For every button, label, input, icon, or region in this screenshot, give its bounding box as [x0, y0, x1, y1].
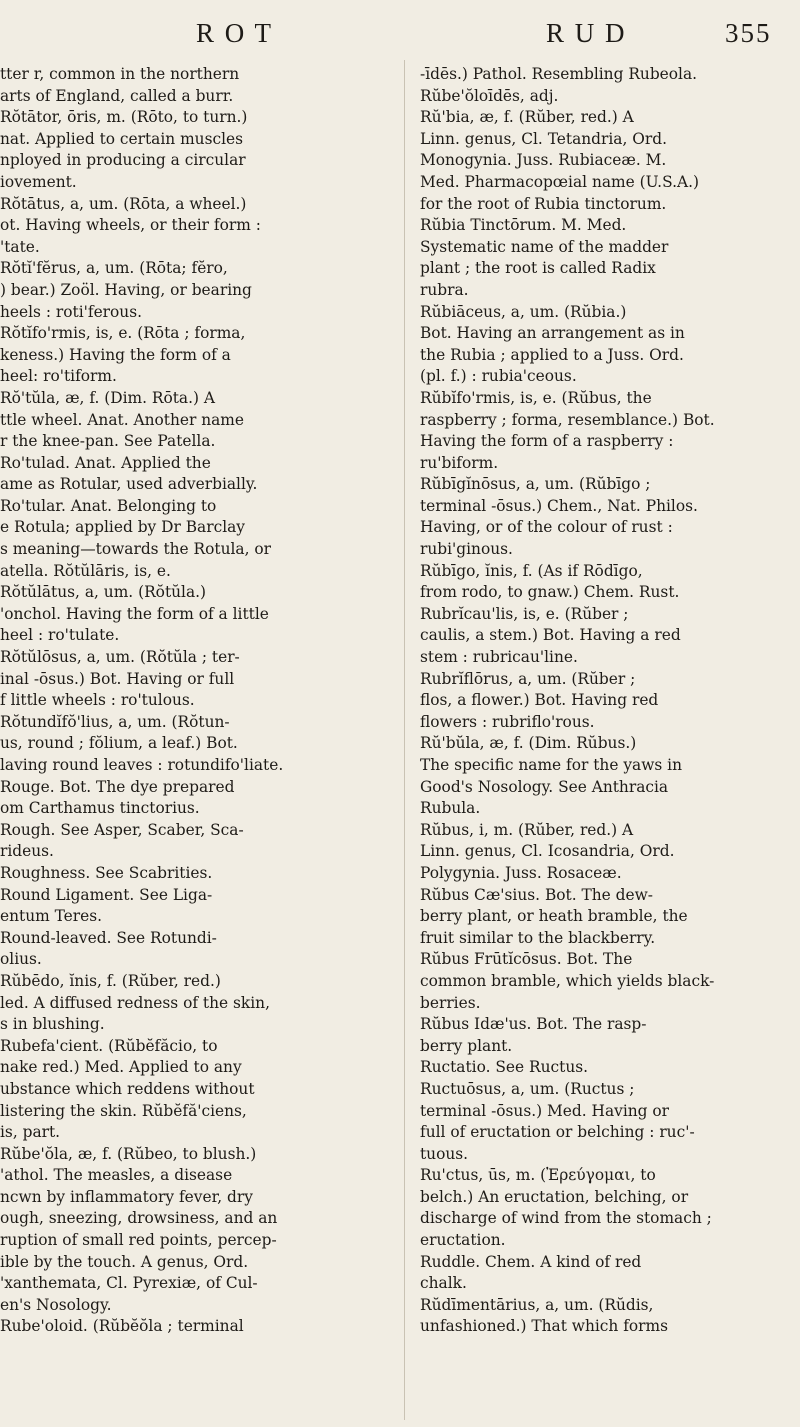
- text-line: ible by the touch. A genus, Ord.: [0, 1252, 249, 1271]
- text-line: berries.: [420, 993, 481, 1012]
- text-line: Rouge. Bot. The dye prepared: [0, 777, 235, 796]
- text-line: f little wheels : ro'tulous.: [0, 691, 195, 710]
- text-line: Rŏtātus, a, um. (Rōta, a wheel.): [0, 194, 247, 213]
- text-line: Rŭbĭfo'rmis, is, e. (Rŭbus, the: [420, 388, 652, 407]
- column-divider: [404, 60, 405, 1420]
- text-line: (pl. f.) : rubia'ceous.: [420, 367, 577, 386]
- text-line: The specific name for the yaws in: [420, 756, 683, 774]
- text-line: Rŭdīmentārius, a, um. (Rŭdis,: [420, 1295, 654, 1314]
- text-line: Systematic name of the madder: [420, 237, 669, 256]
- text-line: caulis, a stem.) Bot. Having a red: [420, 626, 681, 645]
- text-line: ot. Having wheels, or their form :: [0, 216, 261, 235]
- page-number: 355: [725, 18, 772, 48]
- text-line: laving round leaves : rotundifo'liate.: [0, 756, 284, 774]
- text-line: full of eructation or belching : ruc'-: [420, 1123, 695, 1142]
- text-line: Rubula.: [420, 799, 481, 818]
- text-line: Rŏtŭlōsus, a, um. (Rŏtŭla ; ter-: [0, 648, 240, 667]
- text-line: Rŭbe'ŏla, æ, f. (Rŭbeo, to blush.): [0, 1144, 257, 1163]
- text-line: olius.: [0, 950, 42, 969]
- text-line: Rŭbus Idæ'us. Bot. The rasp-: [420, 1015, 647, 1034]
- text-line: iovement.: [0, 172, 77, 191]
- text-line: ough, sneezing, drowsiness, and an: [0, 1209, 278, 1228]
- text-line: flos, a flower.) Bot. Having red: [420, 691, 659, 710]
- text-line: Rŭ'bŭla, æ, f. (Dim. Rŭbus.): [420, 734, 637, 753]
- text-line: Roughness. See Scabrities.: [0, 863, 213, 882]
- left-column: [0, 64, 390, 1419]
- text-line: Rŏ'tŭla, æ, f. (Dim. Rōta.) A: [0, 388, 216, 407]
- text-line: ubstance which reddens without: [0, 1079, 255, 1098]
- text-line: Round-leaved. See Rotundi-: [0, 928, 217, 947]
- text-line: rubra.: [420, 280, 469, 299]
- text-line: Bot. Having an arrangement as in: [420, 324, 685, 343]
- text-line: Rŏtĭ'fĕrus, a, um. (Rōta; fĕro,: [0, 259, 228, 278]
- text-line: heel: ro'tiform.: [0, 367, 117, 386]
- text-line: ame as Rotular, used adverbially.: [0, 475, 258, 494]
- text-line: tuous.: [420, 1144, 469, 1163]
- text-line: eructation.: [420, 1231, 506, 1250]
- running-header: [0, 18, 800, 48]
- text-line: Rube'oloid. (Rŭbĕŏla ; terminal: [0, 1317, 244, 1336]
- text-line: Ruddle. Chem. A kind of red: [420, 1252, 642, 1271]
- text-line: Having the form of a raspberry :: [420, 432, 674, 451]
- text-line: s in blushing.: [0, 1015, 105, 1034]
- text-line: us, round ; fŏlium, a leaf.) Bot.: [0, 734, 238, 753]
- text-line: Rŭbia Tinctōrum. M. Med.: [420, 216, 627, 235]
- text-line: the Rubia ; applied to a Juss. Ord.: [420, 345, 684, 364]
- text-line: plant ; the root is called Radix: [420, 259, 656, 278]
- text-line: -īdēs.) Pathol. Resembling Rubeola.: [420, 65, 698, 83]
- text-line: raspberry ; forma, resemblance.) Bot.: [420, 410, 715, 429]
- text-line: Rŭbiāceus, a, um. (Rŭbia.): [420, 302, 627, 321]
- text-line: Rŭbe'ŏloīdēs, adj.: [420, 86, 559, 105]
- text-line: Rŏtŭlātus, a, um. (Rŏtŭla.): [0, 583, 207, 602]
- text-line: Rŏtundĭfŏ'lius, a, um. (Rŏtun-: [0, 712, 230, 731]
- text-line: r the knee-pan. See Patella.: [0, 432, 216, 451]
- text-line: e Rotula; applied by Dr Barclay: [0, 518, 245, 537]
- text-line: Rubrĭflōrus, a, um. (Rŭber ;: [420, 669, 636, 688]
- text-line: Rubefa'cient. (Rŭbĕfăcio, to: [0, 1036, 218, 1055]
- text-line: Rŭbus, i, m. (Rŭber, red.) A: [420, 820, 634, 839]
- text-line: Linn. genus, Cl. Icosandria, Ord.: [420, 842, 675, 861]
- text-line: keness.) Having the form of a: [0, 345, 231, 364]
- text-line: stem : rubricau'line.: [420, 648, 578, 667]
- text-line: nat. Applied to certain muscles: [0, 129, 244, 148]
- text-line: om Carthamus tinctorius.: [0, 799, 200, 818]
- text-line: berry plant, or heath bramble, the: [420, 907, 688, 926]
- text-line: berry plant.: [420, 1036, 513, 1055]
- text-line: ncwn by inflammatory fever, dry: [0, 1187, 253, 1206]
- text-line: rideus.: [0, 842, 54, 861]
- text-line: is, part.: [0, 1123, 61, 1142]
- text-line: nake red.) Med. Applied to any: [0, 1058, 242, 1077]
- text-line: ruption of small red points, percep-: [0, 1231, 277, 1250]
- text-line: Having, or of the colour of rust :: [420, 518, 673, 537]
- text-line: for the root of Rubia tinctorum.: [420, 194, 667, 213]
- text-line: belch.) An eructation, belching, or: [420, 1187, 689, 1206]
- text-line: heels : roti'ferous.: [0, 302, 143, 321]
- text-line: Monogynia. Juss. Rubiaceæ. M.: [420, 151, 667, 170]
- text-line: Round Ligament. See Liga-: [0, 885, 213, 904]
- text-line: Rubrĭcau'lis, is, e. (Rŭber ;: [420, 604, 629, 623]
- right-column: [420, 64, 790, 1419]
- text-line: Med. Pharmacopœial name (U.S.A.): [420, 172, 699, 191]
- header-center: R U D: [546, 18, 627, 48]
- text-line: ) bear.) Zoöl. Having, or bearing: [0, 280, 252, 299]
- text-line: Polygynia. Juss. Rosaceæ.: [420, 863, 622, 882]
- text-line: led. A diffused redness of the skin,: [0, 993, 270, 1012]
- text-line: terminal -ōsus.) Chem., Nat. Philos.: [420, 496, 698, 515]
- text-line: discharge of wind from the stomach ;: [420, 1209, 712, 1228]
- text-line: Rŭbīgĭnōsus, a, um. (Rŭbīgo ;: [420, 475, 651, 494]
- text-line: heel : ro'tulate.: [0, 626, 120, 645]
- text-line: 'athol. The measles, a disease: [0, 1166, 233, 1185]
- text-line: fruit similar to the blackberry.: [420, 928, 656, 947]
- text-line: Rŭbus Frūtĭcōsus. Bot. The: [420, 950, 633, 969]
- text-line: 'tate.: [0, 237, 40, 256]
- text-line: unfashioned.) That which forms: [420, 1317, 669, 1336]
- text-line: Ro'tular. Anat. Belonging to: [0, 496, 217, 515]
- text-line: Ructatio. See Ructus.: [420, 1058, 589, 1077]
- text-line: entum Teres.: [0, 907, 103, 926]
- text-line: Ro'tulad. Anat. Applied the: [0, 453, 211, 472]
- text-line: Rŏtātor, ōris, m. (Rōto, to turn.): [0, 108, 248, 127]
- text-line: Rŏtĭfo'rmis, is, e. (Rōta ; forma,: [0, 324, 246, 343]
- text-line: arts of England, called a burr.: [0, 86, 234, 105]
- text-line: from rodo, to gnaw.) Chem. Rust.: [420, 583, 680, 602]
- text-line: Rough. See Asper, Scaber, Sca-: [0, 820, 244, 839]
- text-line: Ru'ctus, ūs, m. (Ἐρεύγομαι, to: [420, 1166, 656, 1185]
- text-line: Linn. genus, Cl. Tetandria, Ord.: [420, 129, 667, 148]
- text-line: listering the skin. Rŭbĕfă'ciens,: [0, 1101, 247, 1120]
- text-line: Good's Nosology. See Anthracia: [420, 777, 669, 796]
- text-line: 'onchol. Having the form of a little: [0, 604, 269, 623]
- text-line: nployed in producing a circular: [0, 151, 246, 170]
- text-line: Rŭbīgo, ĭnis, f. (As if Rōdīgo,: [420, 561, 643, 580]
- text-line: inal -ōsus.) Bot. Having or full: [0, 669, 235, 688]
- text-line: tter r, common in the northern: [0, 65, 240, 83]
- text-line: rubi'ginous.: [420, 540, 513, 559]
- text-line: Rŭbus Cæ'sius. Bot. The dew-: [420, 885, 654, 904]
- text-line: en's Nosology.: [0, 1295, 112, 1314]
- header-left: R O T: [196, 18, 274, 48]
- text-line: atella. Rŏtŭlāris, is, e.: [0, 561, 171, 580]
- text-line: ru'biform.: [420, 453, 499, 472]
- text-line: ttle wheel. Anat. Another name: [0, 410, 245, 429]
- text-line: flowers : rubriflo'rous.: [420, 712, 595, 731]
- text-line: chalk.: [420, 1274, 467, 1293]
- text-line: s meaning—towards the Rotula, or: [0, 540, 272, 559]
- text-line: Ructuōsus, a, um. (Ructus ;: [420, 1079, 635, 1098]
- text-line: Rŭ'bia, æ, f. (Rŭber, red.) A: [420, 108, 634, 127]
- text-line: Rŭbēdo, ĭnis, f. (Rŭber, red.): [0, 971, 221, 990]
- text-line: common bramble, which yields black-: [420, 971, 715, 990]
- text-line: 'xanthemata, Cl. Pyrexiæ, of Cul-: [0, 1274, 258, 1293]
- text-line: terminal -ōsus.) Med. Having or: [420, 1101, 670, 1120]
